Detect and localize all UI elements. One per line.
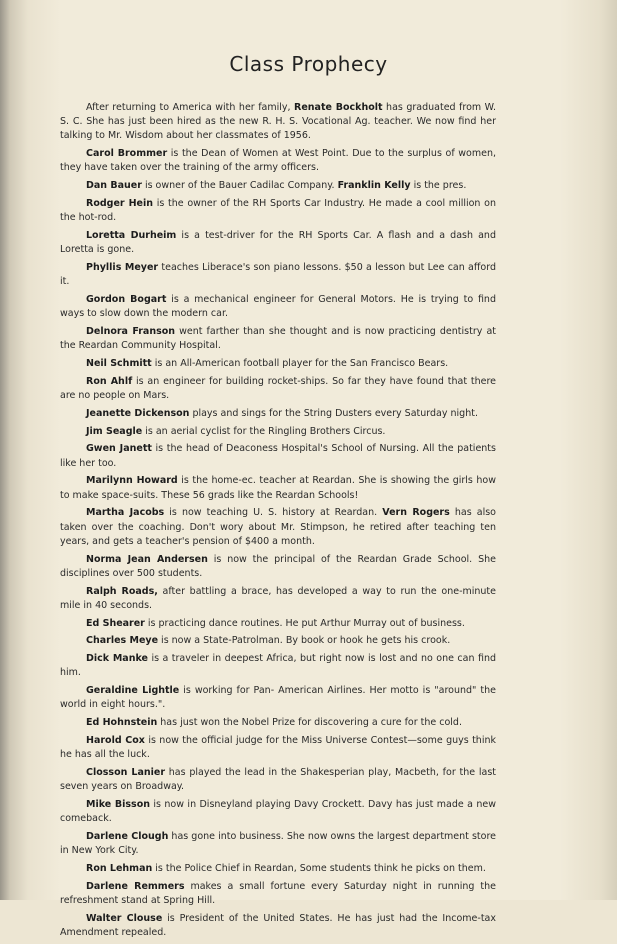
paragraph-text: has also taken over the coaching. Don't wory about Mr. Stimpson, he retired after teaching ten years, and gets a teacher's pension of $400 a month. xyxy=(60,507,496,547)
student-name: Delnora Franson xyxy=(86,326,176,337)
paragraph-text: is now teaching U. S. history at Reardan. xyxy=(164,507,383,519)
student-name: Franklin Kelly xyxy=(337,180,411,192)
paragraph-text: has graduated from W. S. C. She has just been hired as the new R. H. S. Vocational Ag. teacher. We now find her talking to Mr. Wisdom about her classmates of 1956. xyxy=(60,102,496,142)
student-name: Carol Brommer xyxy=(86,148,168,160)
prophecy-paragraph xyxy=(60,716,496,730)
paragraph-text: has played the lead in the Shakesperian play, Macbeth, for the last seven years on Broadway. xyxy=(60,766,496,793)
prophecy-paragraph xyxy=(60,585,496,613)
student-name: Ed Hohnstein xyxy=(86,717,158,729)
prophecy-paragraph xyxy=(60,101,496,144)
prophecy-paragraph xyxy=(60,766,496,794)
student-name: Mike Bisson xyxy=(86,798,151,810)
student-name: Renate Bockholt xyxy=(294,102,383,113)
paragraph-text: is a mechanical engineer for General Motors. He is trying to find ways to slow down the modern car. xyxy=(60,294,496,320)
student-name: Closson Lanier xyxy=(86,766,166,778)
prophecy-paragraph xyxy=(60,652,496,680)
paragraph-text: is now in Disneyland playing Davy Crockett. Davy has just made a new comeback. xyxy=(60,798,496,825)
student-name: Loretta Durheim xyxy=(86,230,177,241)
prophecy-paragraph xyxy=(60,506,496,549)
prophecy-paragraph xyxy=(60,617,496,631)
paragraph-text: is now the official judge for the Miss Universe Contest—some guys think he has all the luck. xyxy=(60,734,496,761)
paragraph-text: is the owner of the RH Sports Car Industry. He made a cool million on the hot-rod. xyxy=(60,198,497,224)
paragraph-text: is the pres. xyxy=(410,180,467,192)
prophecy-paragraph xyxy=(60,442,496,470)
prophecy-paragraph xyxy=(60,862,496,876)
paragraph-text: is the head of Deaconess Hospital's School of Nursing. All the patients like her too. xyxy=(60,443,496,469)
prophecy-paragraph xyxy=(60,880,496,908)
student-name: Dan Bauer xyxy=(86,180,142,192)
paragraph-text: is a test-driver for the RH Sports Car. A flash and a dash and Loretta is gone. xyxy=(60,230,496,256)
paragraph-text: after battling a brace, has developed a way to run the one-minute mile in 40 seconds. xyxy=(60,585,496,611)
paragraph-text: After returning to America with her family, xyxy=(86,102,295,113)
student-name: Ed Shearer xyxy=(86,617,145,629)
student-name: Ralph Roads, xyxy=(86,585,158,597)
paragraph-text: is an aerial cyclist for the Ringling Brothers Circus. xyxy=(142,425,386,437)
student-name: Norma Jean Andersen xyxy=(86,553,208,565)
student-name: Jim Seagle xyxy=(86,425,143,437)
student-name: Jeanette Dickenson xyxy=(86,407,190,419)
paragraph-text: is practicing dance routines. He put Arthur Murray out of business. xyxy=(144,617,465,629)
prophecy-paragraph xyxy=(60,634,496,648)
prophecy-text xyxy=(60,101,496,944)
prophecy-paragraph xyxy=(60,293,496,321)
prophecy-paragraph xyxy=(60,197,496,225)
prophecy-paragraph xyxy=(60,553,496,581)
paragraph-text: is the Dean of Women at West Point. Due to the surplus of women, they have taken over the training of the army officers. xyxy=(60,148,496,174)
student-name: Darlene Clough xyxy=(86,830,169,842)
paragraph-text: plays and sings for the String Dusters every Saturday night. xyxy=(189,407,478,419)
student-name: Phyllis Meyer xyxy=(86,262,159,273)
student-name: Ron Ahlf xyxy=(86,375,133,387)
paragraph-text: is President of the United States. He has just had the Income-tax Amendment repealed. xyxy=(60,912,496,938)
prophecy-paragraph xyxy=(60,407,496,421)
student-name: Martha Jacobs xyxy=(86,507,165,519)
student-name: Neil Schmitt xyxy=(86,358,152,369)
paragraph-text: has just won the Nobel Prize for discovering a cure for the cold. xyxy=(157,717,462,729)
student-name: Marilynn Howard xyxy=(86,475,178,487)
paragraph-text: makes a small fortune every Saturday night in running the refreshment stand at Spring Hill. xyxy=(60,880,496,906)
prophecy-paragraph xyxy=(60,325,496,353)
student-name: Harold Cox xyxy=(86,734,145,746)
prophecy-paragraph xyxy=(60,830,496,858)
prophecy-paragraph xyxy=(60,147,496,175)
prophecy-paragraph xyxy=(60,684,496,712)
paragraph-text: is the Police Chief in Reardan, Some students think he picks on them. xyxy=(152,862,486,874)
student-name: Dick Manke xyxy=(86,653,148,665)
student-name: Ron Lehman xyxy=(86,862,153,874)
student-name: Gordon Bogart xyxy=(86,294,167,305)
prophecy-paragraph xyxy=(60,179,496,193)
prophecy-paragraph xyxy=(60,734,496,762)
paragraph-text: is the home-ec. teacher at Reardan. She is showing the girls how to make space-suits. These 56 grads like the Reardan Schools! xyxy=(60,475,496,501)
prophecy-paragraph xyxy=(60,375,496,403)
student-name: Vern Rogers xyxy=(382,507,450,519)
paragraph-text: is an engineer for building rocket-ships. So far they have found that there are no people on Mars. xyxy=(60,375,497,401)
paragraph-text: is owner of the Bauer Cadilac Company. xyxy=(141,180,338,192)
student-name: Geraldine Lightle xyxy=(86,685,180,697)
student-name: Darlene Remmers xyxy=(86,880,185,892)
paragraph-text: is now the principal of the Reardan Grade School. She disciplines over 500 students. xyxy=(60,553,496,579)
paragraph-text: is now a State-Patrolman. By book or hook he gets his crook. xyxy=(158,635,451,647)
prophecy-paragraph xyxy=(60,229,496,257)
paragraph-text: went farther than she thought and is now practicing dentistry at the Reardan Community Hospital. xyxy=(60,326,496,352)
paragraph-text: teaches Liberace's son piano lessons. $50 a lesson but Lee can afford it. xyxy=(60,262,496,288)
prophecy-paragraph xyxy=(60,474,496,502)
paragraph-text: is an All-American football player for the San Francisco Bears. xyxy=(151,358,449,369)
paragraph-text: is a traveler in deepest Africa, but right now is lost and no one can find him. xyxy=(60,653,496,679)
student-name: Gwen Janett xyxy=(86,443,152,455)
prophecy-paragraph xyxy=(60,798,496,826)
prophecy-paragraph xyxy=(60,357,496,371)
student-name: Charles Meye xyxy=(86,635,159,647)
paragraph-text: has gone into business. She now owns the largest department store in New York City. xyxy=(60,830,496,857)
page-title: Class Prophecy xyxy=(229,52,388,76)
student-name: Rodger Hein xyxy=(86,198,153,209)
prophecy-paragraph xyxy=(60,912,496,940)
student-name: Walter Clouse xyxy=(86,912,163,924)
prophecy-paragraph xyxy=(60,425,496,439)
paragraph-text: is working for Pan- American Airlines. Her motto is "around" the world in eight hours.". xyxy=(60,685,496,711)
prophecy-paragraph xyxy=(60,261,496,289)
